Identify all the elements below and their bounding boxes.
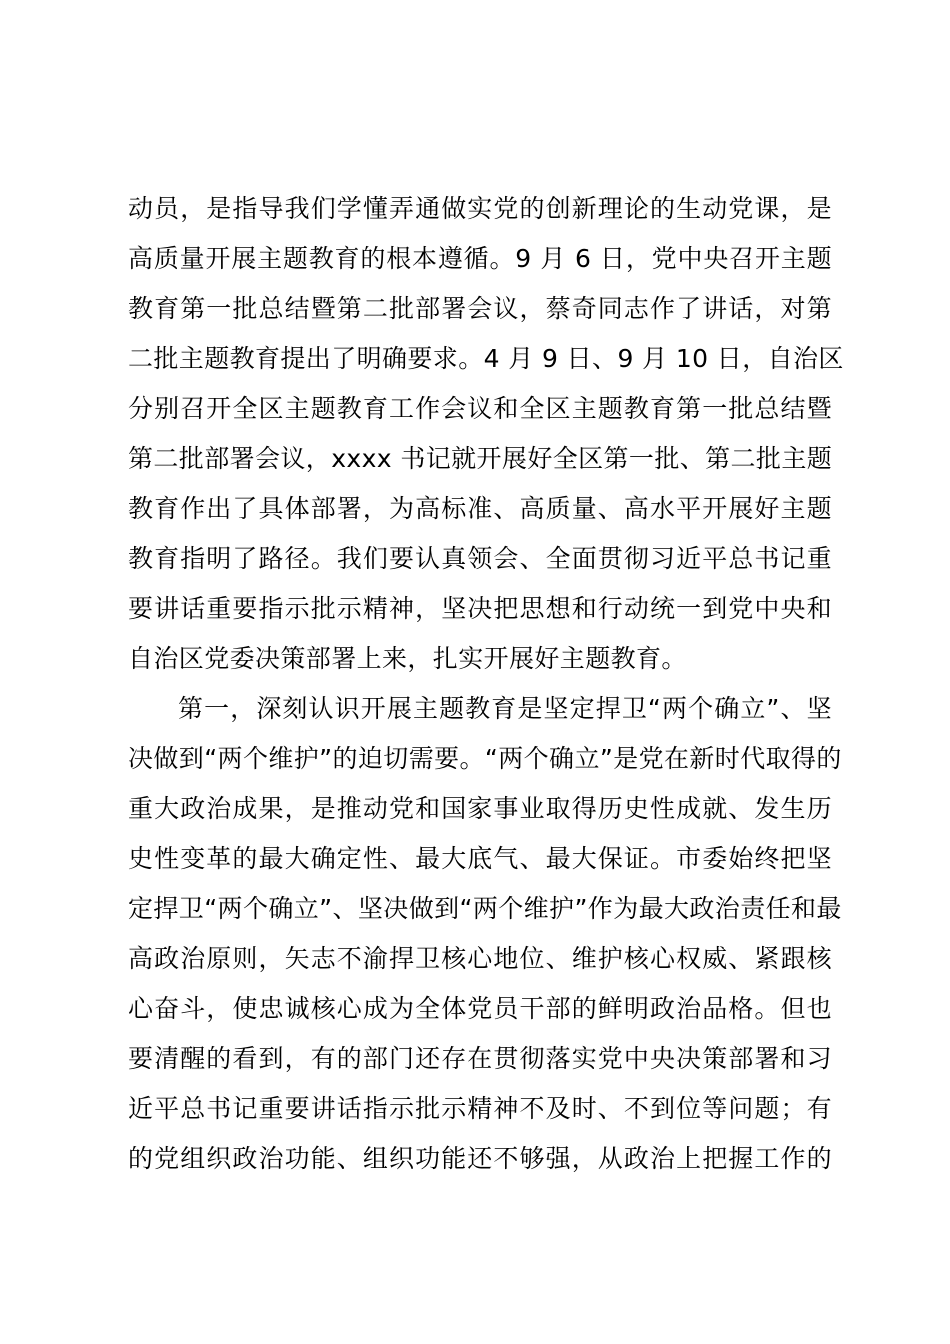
text-line: 教育第一批总结暨第二批部署会议，蔡奇同志作了讲话，对第 [128,294,832,323]
text-line: 高政治原则，矢志不渝捍卫核心地位、维护核心权威、紧跟核 [128,944,832,973]
text-line: 分别召开全区主题教育工作会议和全区主题教育第一批总结暨 [128,394,832,423]
text-line: 动员，是指导我们学懂弄通做实党的创新理论的生动党课，是 [128,194,832,223]
paragraph-1 [128,184,844,684]
text-line: 要讲话重要指示批示精神，坚决把思想和行动统一到党中央和 [128,594,832,623]
text-line: 教育指明了路径。我们要认真领会、全面贯彻习近平总书记重 [128,544,832,573]
text-line: 教育作出了具体部署，为高标准、高质量、高水平开展好主题 [128,494,832,523]
text-line: 二批主题教育提出了明确要求。4 月 9 日、9 月 10 日，自治区 [128,344,844,373]
text-line: 心奋斗，使忠诚核心成为全体党员干部的鲜明政治品格。但也 [128,994,832,1023]
paragraph-2 [128,684,842,1184]
text-line: 的党组织政治功能、组织功能还不够强，从政治上把握工作的 [128,1144,832,1173]
text-line: 定捍卫“两个确立”、坚决做到“两个维护”作为最大政治责任和最 [128,894,842,923]
text-line: 要清醒的看到，有的部门还存在贯彻落实党中央决策部署和习 [128,1044,832,1073]
body-text [128,184,844,1184]
text-line: 近平总书记重要讲话指示批示精神不及时、不到位等问题；有 [128,1094,832,1123]
text-line: 史性变革的最大确定性、最大底气、最大保证。市委始终把坚 [128,844,832,873]
text-line: 第一，深刻认识开展主题教育是坚定捍卫“两个确立”、坚 [178,694,832,723]
text-line: 高质量开展主题教育的根本遵循。9 月 6 日，党中央召开主题 [128,244,832,273]
text-line: 重大政治成果，是推动党和国家事业取得历史性成就、发生历 [128,794,832,823]
text-line: 自治区党委决策部署上来，扎实开展好主题教育。 [128,644,687,673]
text-line: 第二批部署会议，xxxx 书记就开展好全区第一批、第二批主题 [128,444,833,473]
text-line: 决做到“两个维护”的迫切需要。“两个确立”是党在新时代取得的 [128,744,842,773]
